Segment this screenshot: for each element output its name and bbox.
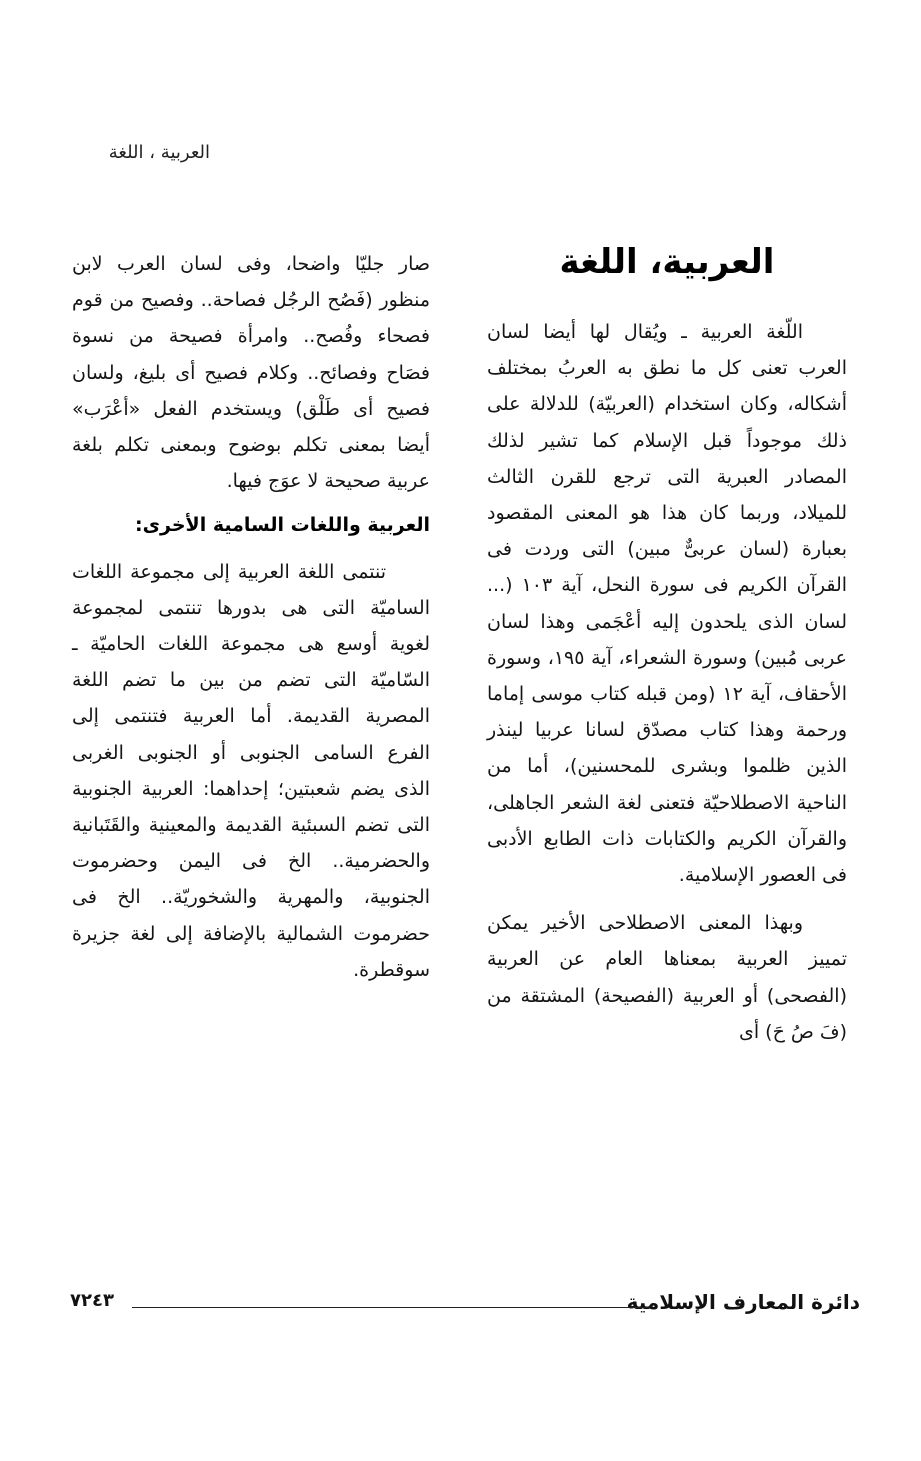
right-column xyxy=(487,314,847,1050)
article-title: العربية، اللغة xyxy=(559,242,775,282)
page-footer xyxy=(70,1288,860,1328)
footer-rule xyxy=(132,1307,650,1308)
running-head: العربية ، اللغة xyxy=(108,142,210,163)
left-column xyxy=(72,246,430,988)
paragraph: صار جليّا واضحا، وفى لسان العرب لابن منظور (فَصُح الرجُل فصاحة.. وفصيح من قوم فصحاء وفُصح.. وامرأة فصيحة من نسوة فصَاح وفصائح.. وكلام فصيح أى بليغ، ولسان فصيح أى طَلْق) ويستخدم الفعل «أعْرَب» أيضا بمعنى تكلم بوضوح وبمعنى تكلم بلغة عربية صحيحة لا عوَج فيها. xyxy=(72,253,430,493)
footer-publication-title: دائرة المعارف الإسلامية xyxy=(626,1290,860,1314)
paragraph: وبهذا المعنى الاصطلاحى الأخير يمكن تمييز العربية بمعناها العام عن العربية (الفصحى) أو العربية (الفصيحة) المشتقة من (فَ صُ حَ) أى xyxy=(487,912,847,1043)
page-number: ٧٢٤٣ xyxy=(70,1290,114,1311)
section-heading: العربية واللغات السامية الأخرى: xyxy=(135,514,430,537)
paragraph: تنتمى اللغة العربية إلى مجموعة اللغات الساميّة التى هى بدورها تنتمى لمجموعة لغوية أوسع هى مجموعة اللغات الحاميّة ـ السّاميّة التى تضم من بين ما تضم اللغة المصرية القديمة. أما العربية فتنتمى إلى الفرع السامى الجنوبى أو الجنوبى الغربى الذى يضم شعبتين؛ إحداهما: العربية الجنوبية التى تضم السبئية القديمة والمعينية والقَتَبانية والحضرمية.. الخ فى اليمن وحضرموت الجنوبية، والمهرية والشخوريّة.. الخ فى حضرموت الشمالية بالإضافة إلى لغة جزيرة سوقطرة. xyxy=(72,560,430,981)
paragraph: اللّغة العربية ـ ويُقال لها أيضا لسان العرب تعنى كل ما نطق به العربُ بمختلف أشكاله، وكان استخدام (العربيّة) للدلالة على ذلك موجوداً قبل الإسلام كما تشير لذلك المصادر العبرية التى ترجع للقرن الثالث للميلاد، وربما كان هذا هو المعنى المقصود بعبارة (لسان عربىٌّ مبين) التى وردت فى القرآن الكريم فى سورة النحل، آية ١٠٣ (... لسان الذى يلحدون إليه أعْجَمى وهذا لسان عربى مُبين) وسورة الشعراء، آية ١٩٥، وسورة الأحقاف، آية ١٢ (ومن قبله كتاب موسى إماما ورحمة وهذا كتاب مصدّق لسانا عربيا لينذر الذين ظلموا وبشرى للمحسنين)، أما من الناحية الاصطلاحيّة فتعنى لغة الشعر الجاهلى، والقرآن الكريم والكتابات ذات الطابع الأدبى فى العصور الإسلامية. xyxy=(487,321,848,887)
